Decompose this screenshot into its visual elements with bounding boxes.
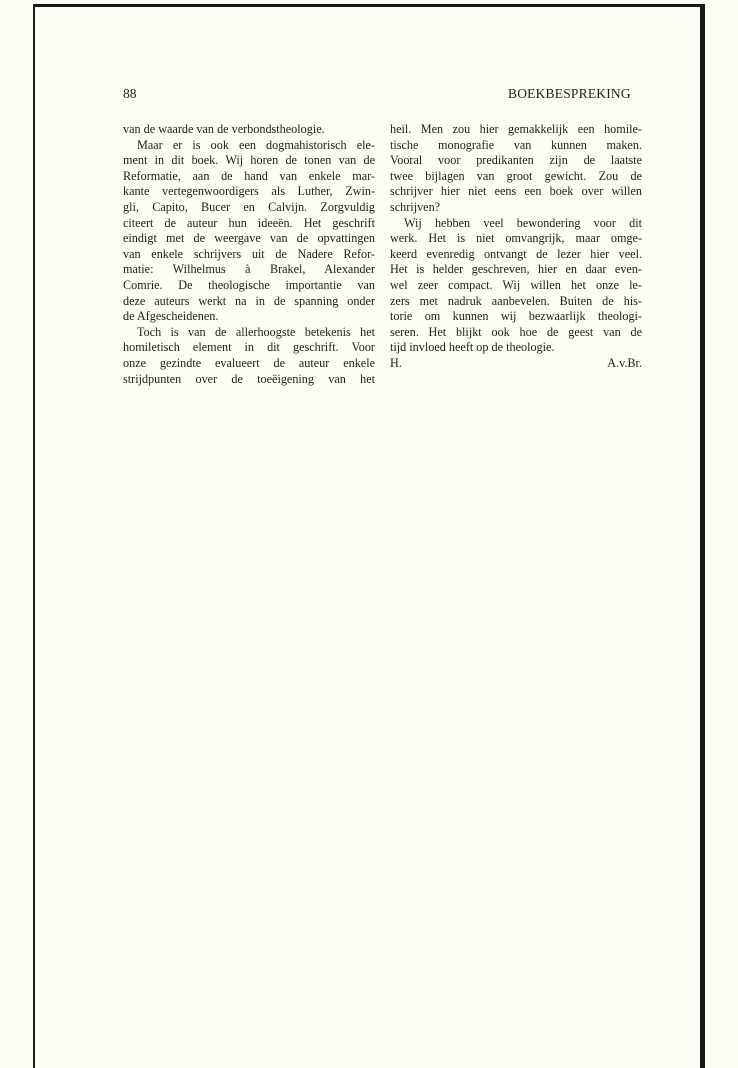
text-line: tische monografie van kunnen maken. (390, 137, 642, 152)
text-line: Het is helder geschreven, hier en daar even- (390, 262, 642, 277)
text-line: Comrie. De theologische importantie van (123, 277, 375, 292)
review-signature (390, 356, 642, 372)
text-line: Reformatie, aan de hand van enkele mar- (123, 168, 375, 183)
text-line: eindigt met de weergave van de opvattingen (123, 231, 375, 246)
text-line: keerd evenredig ontvangt de lezer hier veel. (390, 246, 642, 261)
text-line: ment in dit boek. Wij horen de tonen van de (123, 153, 375, 168)
text-line: schrijver hier niet eens een boek over willen (390, 184, 642, 199)
scan-border-right (700, 4, 705, 1068)
text-line: gli, Capito, Bucer en Calvijn. Zorgvuldig (123, 199, 375, 214)
text-line: citeert de auteur hun ideeën. Het geschrift (123, 215, 375, 230)
text-line: Wij hebben veel bewondering voor dit (404, 215, 642, 230)
text-line: van enkele schrijvers uit de Nadere Refor- (123, 246, 375, 261)
text-line: matie: Wilhelmus à Brakel, Alexander (123, 262, 375, 277)
text-line: Maar er is ook een dogmahistorisch ele- (137, 137, 375, 152)
text-line: wel zeer compact. Wij willen het onze le- (390, 277, 642, 292)
scan-border-left (33, 4, 35, 1068)
text-line: Toch is van de allerhoogste betekenis het (137, 324, 375, 339)
text-line: homiletisch element in dit geschrift. Voor (123, 340, 375, 355)
text-line: de Afgescheidenen. (123, 309, 219, 324)
text-line: zers met nadruk aanbevelen. Buiten de his- (390, 293, 642, 308)
running-head-title: BOEKBESPREKING (508, 86, 631, 101)
text-line: onze gezindte evalueert de auteur enkele (123, 355, 375, 370)
right-text-column (390, 122, 642, 372)
text-line: strijdpunten over de toeëigening van het (123, 371, 375, 386)
text-line: torie om kunnen wij bezwaarlijk theologi- (390, 309, 642, 324)
signature-author: A.v.Br. (607, 355, 642, 370)
text-line: tijd invloed heeft op de theologie. (390, 340, 555, 355)
text-line: schrijven? (390, 199, 441, 214)
page-number: 88 (123, 86, 137, 101)
text-line: deze auteurs werkt na in de spanning onder (123, 293, 375, 308)
text-line: werk. Het is niet omvangrijk, maar omge- (390, 231, 642, 246)
signature-initial: H. (390, 355, 402, 370)
text-line: seren. Het blijkt ook hoe de geest van de (390, 324, 642, 339)
left-text-column (123, 122, 375, 387)
text-line: heil. Men zou hier gemakkelijk een homile- (390, 122, 642, 136)
text-line: twee bijlagen van groot gewicht. Zou de (390, 168, 642, 183)
text-line: kante vertegenwoordigers als Luther, Zwin- (123, 184, 375, 199)
text-line: Vooral voor predikanten zijn de laatste (390, 153, 642, 168)
scan-border-top (33, 4, 705, 7)
text-line: van de waarde van de verbondstheologie. (123, 122, 325, 136)
